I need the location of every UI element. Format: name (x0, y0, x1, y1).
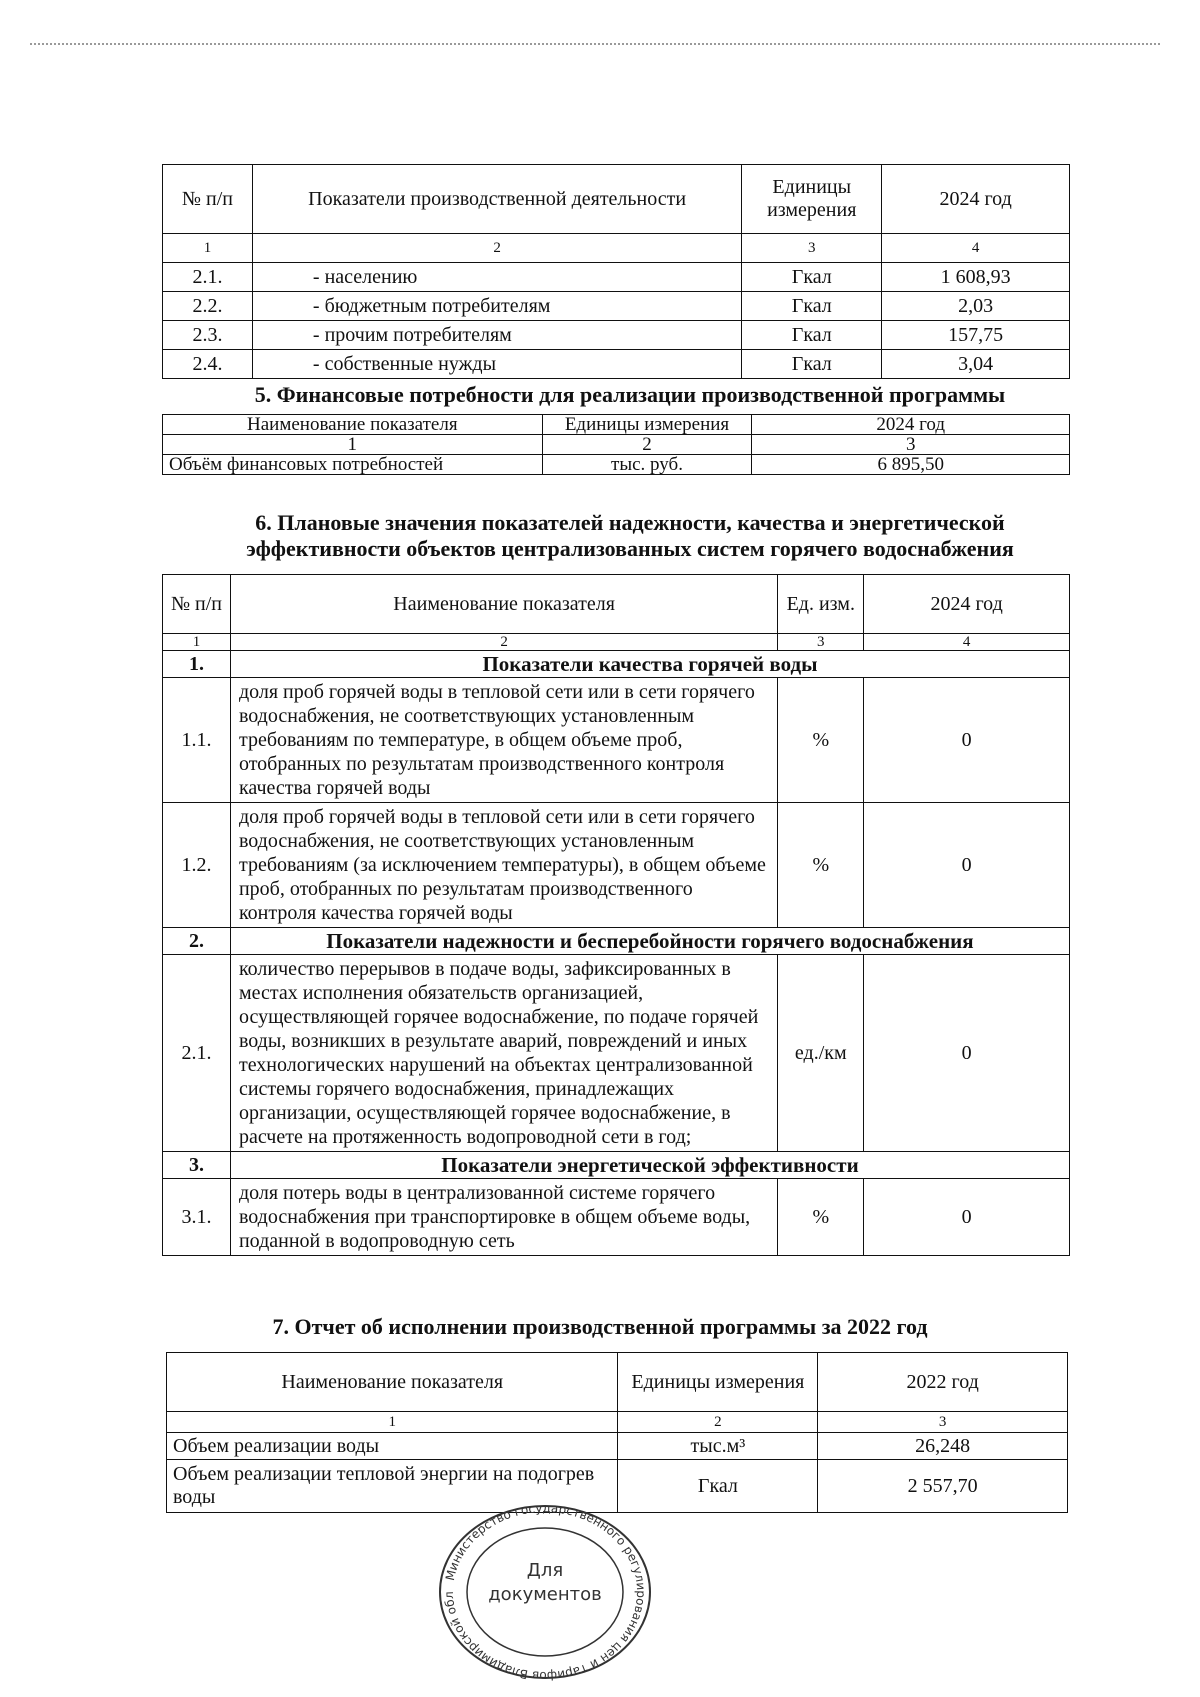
column-number-row (167, 1412, 1068, 1433)
section6-title-line2: эффективности объектов централизованных систем горячего водоснабжения (246, 536, 1014, 561)
row-value: 0 (864, 1179, 1070, 1256)
column-number-row (163, 634, 1070, 651)
col-number: 4 (882, 234, 1070, 263)
column-number-row (163, 234, 1070, 263)
table-header-row (163, 165, 1070, 234)
col-number: 3 (818, 1412, 1068, 1433)
section-num: 1. (163, 651, 231, 678)
row-text: доля потерь воды в централизованной системе горячего водоснабжения при транспортировке в общем объеме воды, поданной в водопроводную сеть (230, 1179, 777, 1256)
table-row (163, 321, 1070, 350)
col-number: 4 (864, 634, 1070, 651)
table-row (163, 803, 1070, 928)
scan-artifact-line (30, 43, 1160, 47)
col-number: 1 (163, 634, 231, 651)
row-unit: тыс. руб. (542, 455, 752, 475)
header-year: 2022 год (818, 1353, 1068, 1412)
row-unit: тыс.м³ (618, 1433, 818, 1460)
col-number: 2 (252, 234, 741, 263)
table-row (163, 292, 1070, 321)
row-unit: Гкал (618, 1460, 818, 1513)
stamp-line2: документов (488, 1584, 602, 1605)
report-table (166, 1352, 1068, 1513)
stamp-line1: Для (526, 1560, 564, 1581)
header-name: Наименование показателя (167, 1353, 618, 1412)
table-row (167, 1433, 1068, 1460)
finance-table (162, 414, 1070, 475)
table-row (163, 350, 1070, 379)
row-unit: ед./км (778, 955, 864, 1152)
section-title: Показатели надежности и бесперебойности горячего водоснабжения (230, 928, 1069, 955)
section-row (163, 651, 1070, 678)
row-value: 0 (864, 955, 1070, 1152)
row-name: - собственные нужды (252, 350, 741, 379)
indicators-table (162, 574, 1070, 1256)
row-name: Объем реализации тепловой энергии на подогрев воды (167, 1460, 618, 1513)
row-value: 0 (864, 678, 1070, 803)
row-name: Объём финансовых потребностей (163, 455, 543, 475)
row-value: 157,75 (882, 321, 1070, 350)
col-number: 2 (618, 1412, 818, 1433)
section-title: Показатели качества горячей воды (230, 651, 1069, 678)
section7-title: 7. Отчет об исполнении производственной программы за 2022 год (272, 1314, 928, 1339)
col-number: 1 (167, 1412, 618, 1433)
header-unit: Единицы измерения (742, 165, 882, 234)
section6-title (150, 510, 1110, 562)
table-row (163, 678, 1070, 803)
row-num: 2.3. (163, 321, 253, 350)
col-number: 3 (778, 634, 864, 651)
row-name: - населению (252, 263, 741, 292)
section5-title: 5. Финансовые потребности для реализации производственной программы (254, 382, 1006, 407)
table-row (163, 455, 1070, 475)
table-header-row (163, 575, 1070, 634)
row-num: 2.4. (163, 350, 253, 379)
table-row (163, 1179, 1070, 1256)
row-name: - бюджетным потребителям (252, 292, 741, 321)
header-year: 2024 год (864, 575, 1070, 634)
section-num: 3. (163, 1152, 231, 1179)
header-unit: Единицы измерения (542, 415, 752, 435)
table-row (163, 263, 1070, 292)
section-row (163, 928, 1070, 955)
header-name: Показатели производственной деятельности (252, 165, 741, 234)
row-value: 1 608,93 (882, 263, 1070, 292)
row-num: 1.2. (163, 803, 231, 928)
row-value: 0 (864, 803, 1070, 928)
section-num: 2. (163, 928, 231, 955)
row-unit: Гкал (742, 321, 882, 350)
col-number: 2 (230, 634, 777, 651)
table-header-row (167, 1353, 1068, 1412)
header-num: № п/п (163, 165, 253, 234)
row-unit: % (778, 678, 864, 803)
header-year: 2024 год (882, 165, 1070, 234)
header-name: Наименование показателя (163, 415, 543, 435)
header-num: № п/п (163, 575, 231, 634)
header-name: Наименование показателя (230, 575, 777, 634)
header-unit: Ед. изм. (778, 575, 864, 634)
production-table (162, 164, 1070, 379)
row-value: 3,04 (882, 350, 1070, 379)
table-header-row (163, 415, 1070, 435)
col-number: 1 (163, 435, 543, 455)
official-stamp (435, 1502, 655, 1682)
row-unit: Гкал (742, 292, 882, 321)
row-value: 6 895,50 (752, 455, 1070, 475)
row-unit: % (778, 1179, 864, 1256)
row-value: 2 557,70 (818, 1460, 1068, 1513)
row-unit: Гкал (742, 263, 882, 292)
header-unit: Единицы измерения (618, 1353, 818, 1412)
col-number: 3 (752, 435, 1070, 455)
row-num: 2.1. (163, 263, 253, 292)
section-row (163, 1152, 1070, 1179)
column-number-row (163, 435, 1070, 455)
row-name: Объем реализации воды (167, 1433, 618, 1460)
row-text: доля проб горячей воды в тепловой сети или в сети горячего водоснабжения, не соответствующих установленным требованиям по температуре, в общем объеме проб, отобранных по результатам производственного контроля качества горячей воды (230, 678, 777, 803)
row-name: - прочим потребителям (252, 321, 741, 350)
col-number: 1 (163, 234, 253, 263)
col-number: 3 (742, 234, 882, 263)
row-num: 2.1. (163, 955, 231, 1152)
row-text: доля проб горячей воды в тепловой сети или в сети горячего водоснабжения, не соответствующих установленным требованиям (за исключением температуры), в общем объеме проб, отобранных по результатам производственного контроля качества горячей воды (230, 803, 777, 928)
row-value: 26,248 (818, 1433, 1068, 1460)
row-num: 2.2. (163, 292, 253, 321)
col-number: 2 (542, 435, 752, 455)
section-title: Показатели энергетической эффективности (230, 1152, 1069, 1179)
table-row (163, 955, 1070, 1152)
row-unit: Гкал (742, 350, 882, 379)
header-year: 2024 год (752, 415, 1070, 435)
row-num: 3.1. (163, 1179, 231, 1256)
row-value: 2,03 (882, 292, 1070, 321)
svg-text:Министерство государственного: Министерство государственного регулирования цен и тарифов Владимирской обл (441, 1502, 649, 1682)
row-num: 1.1. (163, 678, 231, 803)
row-text: количество перерывов в подаче воды, зафиксированных в местах исполнения обязательств организацией, осуществляющей горячее водоснабжение, по подаче горячей воды, возникших в результате аварий, повреждений и иных технологических нарушений на объектах централизованной системы горячего водоснабжения, принадлежащих организации, осуществляющей горячее водоснабжение, в расчете на протяженность водопроводной сети в год; (230, 955, 777, 1152)
section6-title-line1: 6. Плановые значения показателей надежности, качества и энергетической (255, 510, 1005, 535)
row-unit: % (778, 803, 864, 928)
